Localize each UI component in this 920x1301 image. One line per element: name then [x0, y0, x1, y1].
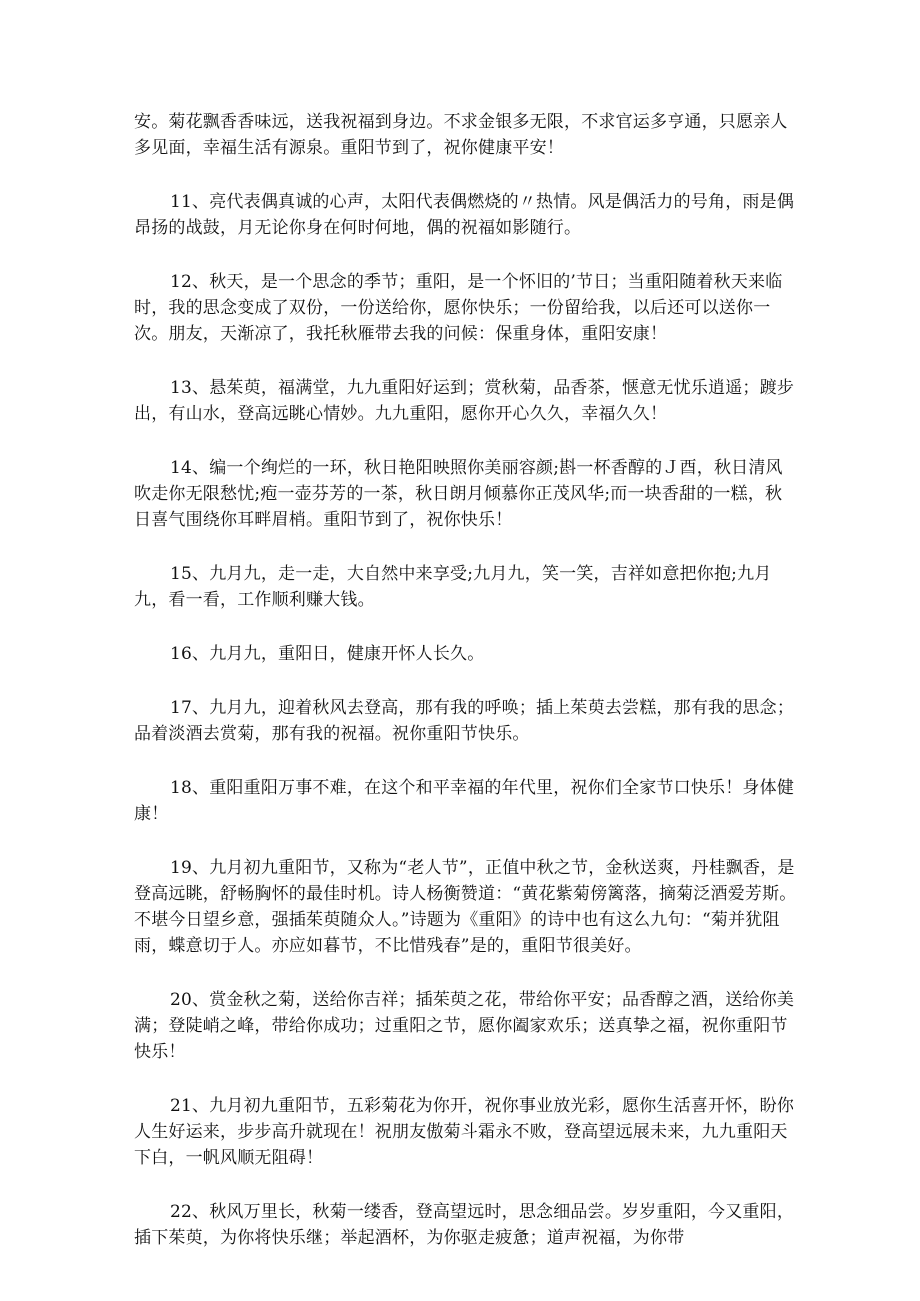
paragraph-13: 13、悬茱萸，福满堂，九九重阳好运到；赏秋菊，品香茶，惬意无忧乐逍遥；踱步出，有山水，登高远眺心情妙。九九重阳，愿你开心久久，幸福久久！	[134, 378, 795, 424]
paragraph-continued: 安。菊花飘香香味远，送我祝福到身边。不求金银多无限，不求官运多亨通，只愿亲人多见面，幸福生活有源泉。重阳节到了，祝你健康平安！	[134, 112, 788, 158]
paragraph-17: 17、九月九，迎着秋风去登高，那有我的呼唤；插上茱萸去尝糕，那有我的思念；品着淡酒去赏菊，那有我的祝福。祝你重阳节快乐。	[134, 698, 795, 744]
paragraph-20: 20、赏金秋之菊，送给你吉祥；插茱萸之花，带给你平安；品香醇之酒，送给你美满；登陡峭之峰，带给你成功；过重阳之节，愿你阖家欢乐；送真挚之福，祝你重阳节快乐！	[134, 990, 795, 1062]
paragraph-22: 22、秋风万里长，秋菊一缕香，登高望远时，思念细品尝。岁岁重阳，今又重阳，插下茱萸，为你将快乐继；举起酒杯，为你驱走疲惫；道声祝福，为你带	[134, 1202, 795, 1248]
document-body	[134, 109, 798, 1279]
paragraph-19: 19、九月初九重阳节，又称为“老人节”，正值中秋之节，金秋送爽，丹桂飘香，是登高远眺，舒畅胸怀的最佳时机。诗人杨衡赞道：“黄花紫菊傍篱落，摘菊泛酒爱芳斯。不堪今日望乡意，强插茱萸随众人。”诗题为《重阳》的诗中也有这么九句：“菊并犹阻雨，蝶意切于人。亦应如暮节，不比惜残春”是的，重阳节很美好。	[134, 858, 797, 956]
paragraph-11: 11、亮代表偶真诚的心声，太阳代表偶燃烧的〃热情。风是偶活力的号角，雨是偶昂扬的战鼓，月无论你身在何时何地，偶的祝福如影随行。	[134, 192, 795, 238]
paragraph-15: 15、九月九，走一走，大自然中来享受;九月九，笑一笑，吉祥如意把你抱;九月九，看一看，工作顺利赚大钱。	[134, 564, 772, 610]
paragraph-12: 12、秋天，是一个思念的季节；重阳，是一个怀旧的’节日；当重阳随着秋天来临时，我的思念变成了双份，一份送给你，愿你快乐；一份留给我，以后还可以送你一次。朋友，天渐凉了，我托秋雁带去我的问候：保重身体，重阳安康！	[134, 272, 783, 344]
paragraph-16: 16、九月九，重阳日，健康开怀人长久。	[170, 644, 485, 664]
paragraph-14: 14、编一个绚烂的一环，秋日艳阳映照你美丽容颜;斟一杯香醇的Ｊ酉，秋日清风吹走你无限愁忧;疱一壶芬芳的一茶，秋日朗月倾慕你正茂风华;而一块香甜的一糕，秋日喜气围绕你耳畔眉梢。重阳节到了，祝你快乐！	[134, 458, 783, 530]
paragraph-21: 21、九月初九重阳节，五彩菊花为你开，祝你事业放光彩，愿你生活喜开怀，盼你人生好运来，步步高升就现在！祝朋友傲菊斗霜永不败，登高望远展未来，九九重阳天下白，一帆风顺无阻碍！	[134, 1096, 795, 1168]
paragraph-18: 18、重阳重阳万事不难，在这个和平幸福的年代里，祝你们全家节口快乐！身体健康！	[134, 778, 795, 824]
